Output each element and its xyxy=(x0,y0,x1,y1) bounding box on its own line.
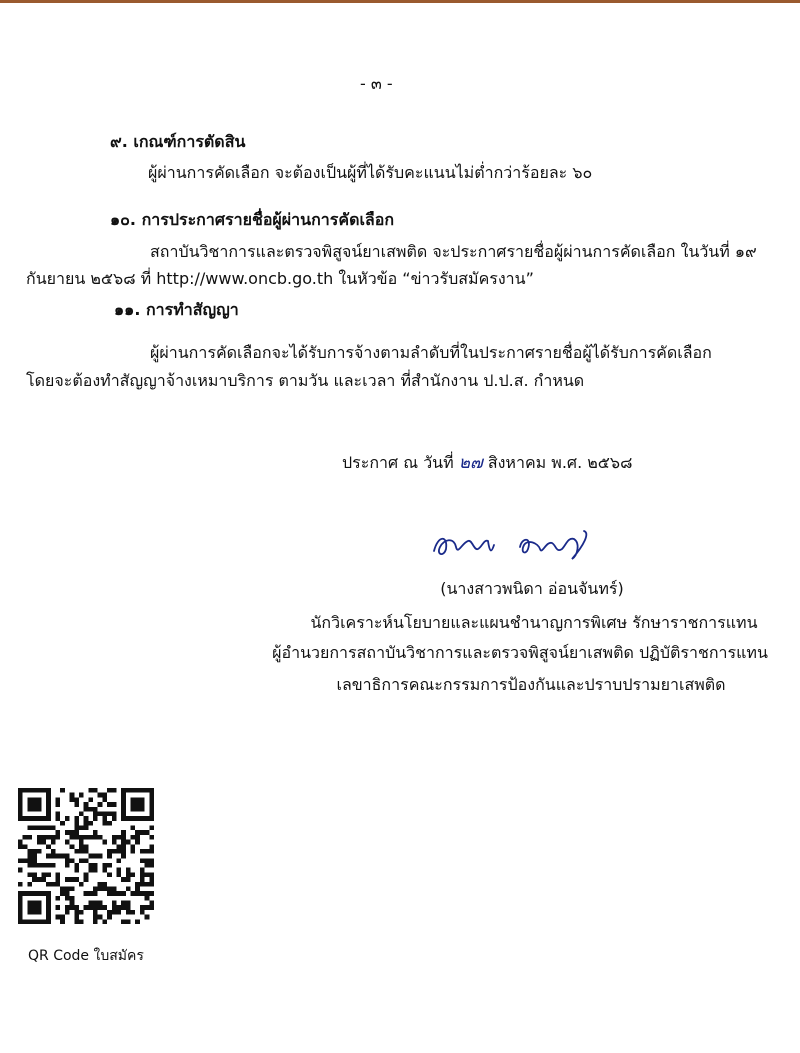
section-9-heading: ๙. เกณฑ์การตัดสิน xyxy=(110,132,246,151)
section-10-line-2 xyxy=(26,268,534,290)
application-qr-code[interactable] xyxy=(18,788,154,924)
qr-caption: QR Code ใบสมัคร xyxy=(28,948,144,964)
section-11-line-2: โดยจะต้องทำสัญญาจ้างเหมาบริการ ตามวัน และเวลา ที่สำนักงาน ป.ป.ส. กำหนด xyxy=(26,371,585,390)
section-11-heading: ๑๑. การทำสัญญา xyxy=(114,300,239,319)
signatory-position-1: นักวิเคราะห์นโยบายและแผนชำนาญการพิเศษ รักษาราชการแทน xyxy=(310,613,758,632)
section-9-body: ผู้ผ่านการคัดเลือก จะต้องเป็นผู้ที่ได้รับคะแนนไม่ต่ำกว่าร้อยละ ๖๐ xyxy=(148,163,593,182)
handwritten-signature xyxy=(428,525,618,567)
signatory-name: (นางสาวพนิดา อ่อนจันทร์) xyxy=(440,579,624,598)
announcement-prefix: ประกาศ ณ วันที่ xyxy=(342,453,454,472)
page-top-border xyxy=(0,0,800,3)
section-10-line-1: สถาบันวิชาการและตรวจพิสูจน์ยาเสพติด จะประกาศรายชื่อผู้ผ่านการคัดเลือก ในวันที่ ๑๙ xyxy=(150,242,757,261)
announcement-date xyxy=(342,452,632,474)
section-10-heading: ๑๐. การประกาศรายชื่อผู้ผ่านการคัดเลือก xyxy=(110,210,395,229)
section-10-line-2-prefix: กันยายน ๒๕๖๘ ที่ xyxy=(26,269,152,288)
signatory-position-2: ผู้อำนวยการสถาบันวิชาการและตรวจพิสูจน์ยาเสพติด ปฏิบัติราชการแทน xyxy=(272,643,768,662)
page-number: - ๓ - xyxy=(360,74,393,93)
oncb-url-link[interactable]: http://www.oncb.go.th xyxy=(156,269,334,288)
section-11-line-1: ผู้ผ่านการคัดเลือกจะได้รับการจ้างตามลำดับที่ในประกาศรายชื่อผู้ได้รับการคัดเลือก xyxy=(150,343,712,362)
section-10-line-2-suffix: ในหัวข้อ “ข่าวรับสมัครงาน” xyxy=(338,269,534,288)
announcement-day-handwritten: ๒๗ xyxy=(458,453,483,473)
signatory-position-3: เลขาธิการคณะกรรมการป้องกันและปราบปรามยาเสพติด xyxy=(336,675,726,694)
announcement-suffix: สิงหาคม พ.ศ. ๒๕๖๘ xyxy=(487,453,633,472)
